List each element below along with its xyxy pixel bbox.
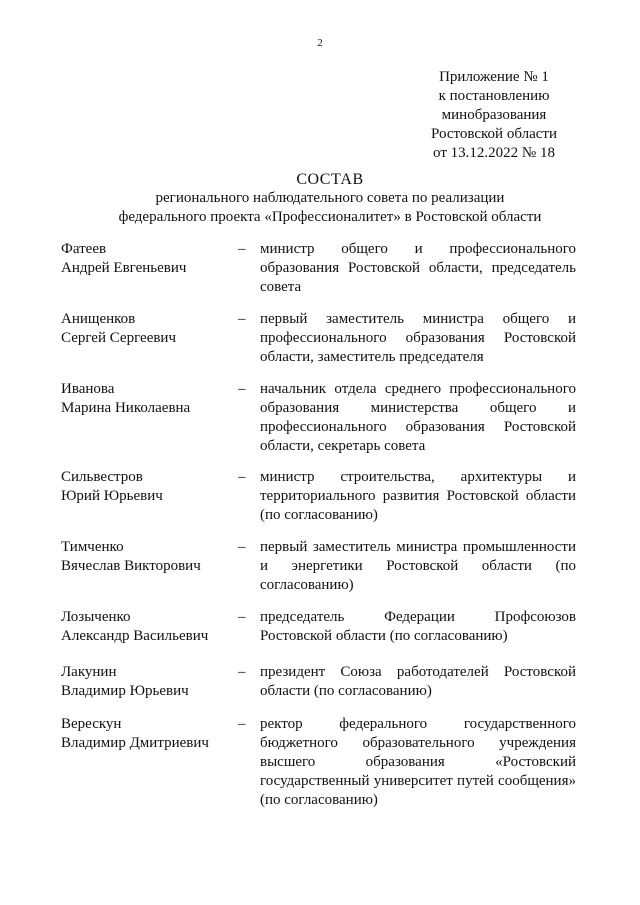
member-dash: –: [238, 311, 246, 327]
document-subtitle-line: федерального проекта «Профессионалитет» в Ростовской области: [118, 209, 542, 225]
document-title: СОСТАВ: [296, 171, 364, 188]
member-given-name: Александр Васильевич: [61, 628, 209, 644]
member-surname: Тимченко: [61, 539, 124, 555]
member-surname: Лозыченко: [61, 609, 131, 625]
member-entry: [61, 663, 576, 715]
member-dash: –: [238, 609, 246, 625]
annex-line: минобразования: [441, 107, 547, 123]
member-entry: [61, 715, 576, 811]
member-given-name: Владимир Дмитриевич: [61, 735, 209, 751]
annex-line: Ростовской области: [431, 126, 557, 142]
page-number: 2: [317, 37, 323, 49]
member-entry: [61, 310, 576, 380]
member-dash: –: [238, 381, 246, 397]
member-role: начальник отдела среднего профессионального образования министерства общего и профессионального образования Ростовской области, секретарь совета: [260, 381, 576, 454]
member-given-name: Вячеслав Викторович: [61, 558, 201, 574]
member-dash: –: [238, 664, 246, 680]
member-dash: –: [238, 241, 246, 257]
member-dash: –: [238, 539, 246, 555]
member-name: [61, 240, 236, 310]
member-entry: [61, 608, 576, 663]
member-entry: [61, 240, 576, 310]
document-heading: [60, 170, 600, 227]
member-role: первый заместитель министра общего и профессионального образования Ростовской области, заместитель председателя: [260, 311, 576, 365]
member-surname: Анищенков: [61, 311, 136, 327]
member-dash: –: [238, 469, 246, 485]
annex-block: [400, 68, 588, 163]
members-list: [61, 240, 576, 811]
member-role: председатель Федерации Профсоюзов Ростовской области (по согласованию): [260, 609, 576, 644]
member-entry: [61, 538, 576, 608]
member-surname: Верескун: [61, 716, 122, 732]
member-role: первый заместитель министра промышленности и энергетики Ростовской области (по согласованию): [260, 539, 576, 593]
annex-line: Приложение № 1: [439, 69, 549, 85]
member-surname: Фатеев: [61, 241, 107, 257]
member-entry: [61, 380, 576, 468]
member-name: [61, 538, 236, 608]
member-role: президент Союза работодателей Ростовской области (по согласованию): [260, 664, 576, 699]
member-surname: Лакунин: [61, 664, 117, 680]
member-name: [61, 608, 236, 663]
member-given-name: Андрей Евгеньевич: [61, 260, 187, 276]
member-name: [61, 715, 236, 811]
member-given-name: Юрий Юрьевич: [61, 488, 163, 504]
member-dash: –: [238, 716, 246, 732]
member-role: министр строительства, архитектуры и территориального развития Ростовской области (по согласованию): [260, 469, 576, 523]
member-role: ректор федерального государственного бюджетного образовательного учреждения высшего образования «Ростовский государственный университет путей сообщения» (по согласованию): [260, 716, 576, 808]
member-name: [61, 380, 236, 468]
member-name: [61, 663, 236, 715]
document-subtitle-line: регионального наблюдательного совета по реализации: [155, 190, 505, 206]
member-name: [61, 310, 236, 380]
annex-line: к постановлению: [438, 88, 550, 104]
member-given-name: Сергей Сергеевич: [61, 330, 177, 346]
member-given-name: Марина Николаевна: [61, 400, 191, 416]
member-surname: Сильвестров: [61, 469, 143, 485]
annex-line: от 13.12.2022 № 18: [433, 145, 555, 161]
member-role: министр общего и профессионального образования Ростовской области, председатель совета: [260, 241, 576, 295]
member-surname: Иванова: [61, 381, 115, 397]
member-name: [61, 468, 236, 538]
member-entry: [61, 468, 576, 538]
member-given-name: Владимир Юрьевич: [61, 683, 189, 699]
